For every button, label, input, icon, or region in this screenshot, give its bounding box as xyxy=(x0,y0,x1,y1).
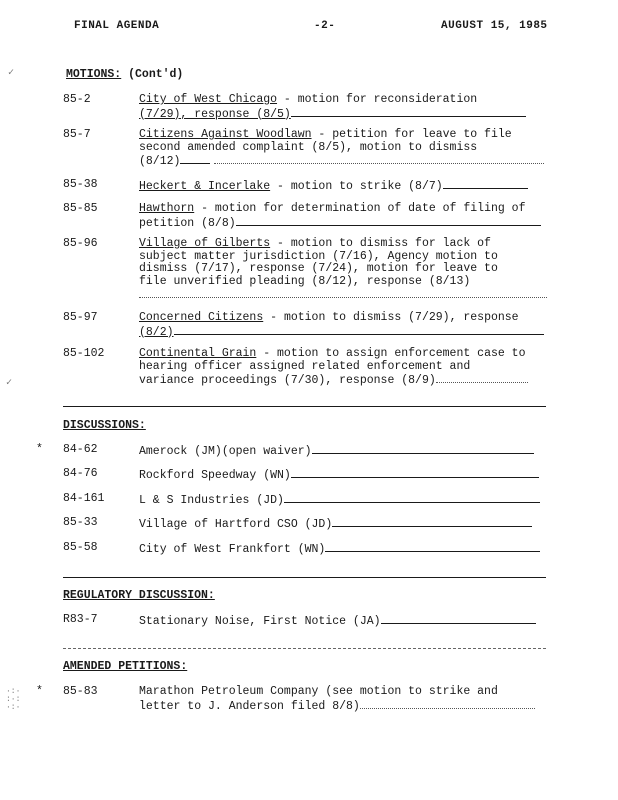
case-number: 85-97 xyxy=(63,311,98,324)
blank-line xyxy=(139,288,547,298)
item-text: petition (8/8) xyxy=(139,216,236,230)
item-text: Village of Hartford CSO (JD) xyxy=(139,518,333,531)
blank-line xyxy=(443,179,528,189)
case-name: Heckert & Incerlake xyxy=(139,180,271,193)
blank-line xyxy=(312,444,534,454)
section-motions xyxy=(66,69,183,82)
case-number: 85-7 xyxy=(63,128,91,141)
agenda-item xyxy=(139,444,549,459)
blank-line xyxy=(291,468,539,478)
item-text: file unverified pleading (8/12), response (8/13) xyxy=(139,274,471,288)
section-discussions-title: DISCUSSIONS: xyxy=(63,419,146,432)
item-text: subject matter jurisdiction (7/16), Agency motion to xyxy=(139,249,498,263)
item-text: Stationary Noise, First Notice (JA) xyxy=(139,615,381,628)
case-name: Citizens Against Woodlawn xyxy=(139,128,312,141)
item-text: - motion to dismiss for lack of xyxy=(270,237,491,250)
case-name: City of West Chicago xyxy=(139,93,278,106)
case-number: 85-2 xyxy=(63,93,91,106)
margin-scribble: ·:· :·: ·:· xyxy=(6,687,21,712)
asterisk-mark: * xyxy=(36,685,43,698)
case-number: 84-161 xyxy=(63,492,105,505)
section-amended-title: AMENDED PETITIONS: xyxy=(63,660,188,673)
agenda-item xyxy=(139,179,549,194)
blank-line xyxy=(236,216,541,226)
blank-line xyxy=(325,542,540,552)
case-number: 85-96 xyxy=(63,237,98,250)
item-text: - motion for determination of date of filing of xyxy=(194,202,526,215)
item-text: - motion to dismiss (7/29), response xyxy=(263,311,519,324)
blank-line xyxy=(436,373,528,383)
case-name: Village of Gilberts xyxy=(139,237,271,250)
item-text: Rockford Speedway (WN) xyxy=(139,469,291,482)
header-date: AUGUST 15, 1985 xyxy=(441,20,548,32)
section-divider xyxy=(63,406,546,407)
agenda-item xyxy=(139,468,549,483)
blank-line xyxy=(214,154,544,164)
case-number: R83-7 xyxy=(63,613,98,626)
case-number: 85-38 xyxy=(63,178,98,191)
item-text: City of West Frankfort (WN) xyxy=(139,543,326,556)
section-divider xyxy=(63,577,546,578)
blank-line xyxy=(381,614,536,624)
blank-line xyxy=(174,325,544,335)
section-suffix: (Cont'd) xyxy=(128,68,184,81)
case-number: 84-62 xyxy=(63,443,98,456)
case-number: 84-76 xyxy=(63,467,98,480)
margin-mark: ✓ xyxy=(6,378,13,389)
case-number: 85-58 xyxy=(63,541,98,554)
item-text: variance proceedings (7/30), response (8/9) xyxy=(139,374,436,387)
asterisk-mark: * xyxy=(36,443,43,456)
agenda-item xyxy=(139,517,549,532)
case-number: 85-33 xyxy=(63,516,98,529)
item-text: (7/29), response (8/5) xyxy=(139,107,291,121)
item-text: dismiss (7/17), response (7/24), motion for leave to xyxy=(139,262,498,275)
blank-line xyxy=(291,107,526,117)
agenda-item xyxy=(139,238,549,303)
agenda-item xyxy=(139,129,549,169)
blank-line xyxy=(180,154,210,164)
agenda-item xyxy=(139,542,549,557)
case-number: 85-85 xyxy=(63,202,98,215)
item-text: L & S Industries (JD) xyxy=(139,494,284,507)
agenda-item xyxy=(139,203,549,230)
item-text: second amended complaint (8/5), motion to dismiss xyxy=(139,140,478,154)
item-text: - motion for reconsideration xyxy=(277,93,478,106)
blank-line xyxy=(284,493,540,503)
item-text: letter to J. Anderson filed 8/8) xyxy=(139,699,360,713)
item-text: - motion to assign enforcement case to xyxy=(256,347,526,360)
agenda-item xyxy=(139,686,549,713)
agenda-item xyxy=(139,312,549,339)
section-divider xyxy=(63,648,546,649)
agenda-item xyxy=(139,614,549,629)
case-number: 85-83 xyxy=(63,685,98,698)
agenda-item xyxy=(139,348,549,388)
blank-line xyxy=(332,517,532,527)
item-text: - petition for leave to file xyxy=(311,128,512,141)
item-text: hearing officer assigned related enforcement and xyxy=(139,359,471,373)
item-text: - motion to strike (8/7) xyxy=(270,180,443,193)
item-text: Amerock (JM)(open waiver) xyxy=(139,445,312,458)
section-regulatory-title: REGULATORY DISCUSSION: xyxy=(63,589,215,602)
case-number: 85-102 xyxy=(63,347,105,360)
agenda-item xyxy=(139,493,549,508)
item-text: Marathon Petroleum Company (see motion to strike and xyxy=(139,685,498,698)
agenda-item xyxy=(139,94,549,121)
header-page-number: -2- xyxy=(314,20,336,32)
margin-mark: ✓ xyxy=(8,68,15,79)
case-name: Continental Grain xyxy=(139,347,257,360)
item-text: (8/2) xyxy=(139,325,174,339)
header-left: FINAL AGENDA xyxy=(74,20,160,32)
case-name: Hawthorn xyxy=(139,202,195,215)
blank-line xyxy=(360,699,535,709)
case-name: Concerned Citizens xyxy=(139,311,264,324)
section-title: MOTIONS: xyxy=(66,68,122,81)
item-text: (8/12) xyxy=(139,155,181,168)
